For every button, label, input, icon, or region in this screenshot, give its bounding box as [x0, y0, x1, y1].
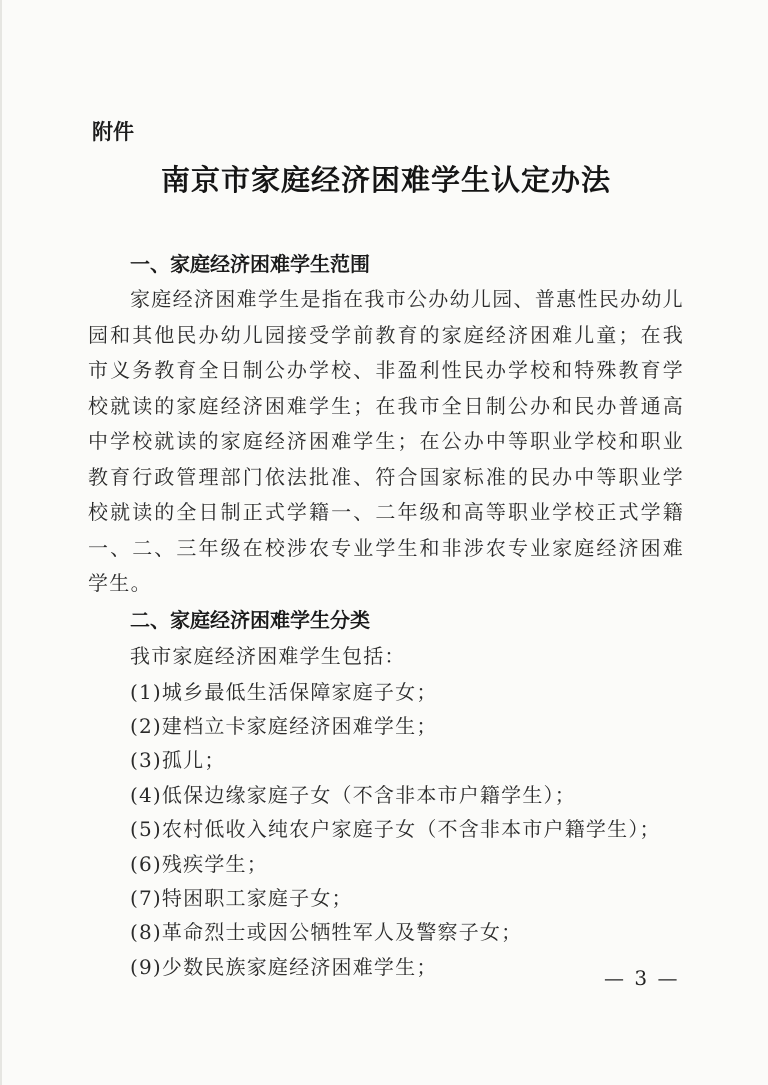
section-heading: 一、家庭经济困难学生范围 — [130, 252, 370, 276]
section-intro: 我市家庭经济困难学生包括： — [130, 643, 406, 668]
section-categories — [88, 602, 684, 985]
document-title: 南京市家庭经济困难学生认定办法 — [160, 163, 611, 197]
section-scope — [88, 246, 684, 602]
list-item: (7)特困职工家庭子女； — [130, 885, 353, 910]
list-item: (5)农村低收入纯农户家庭子女（不含非本市户籍学生）； — [130, 817, 661, 842]
list-item: (6)残疾学生； — [130, 851, 268, 876]
list-item: (8)革命烈士或因公牺牲军人及警察子女； — [130, 920, 523, 945]
category-list — [88, 675, 684, 985]
page-number: — 3 — — [604, 966, 680, 990]
section-heading: 二、家庭经济困难学生分类 — [130, 607, 370, 632]
list-item: (9)少数民族家庭经济困难学生； — [130, 954, 438, 979]
list-item: (4)低保边缘家庭子女（不含非本市户籍学生）； — [130, 782, 576, 807]
list-item: (1)城乡最低生活保障家庭子女； — [130, 679, 438, 704]
attachment-label: 附件 — [92, 120, 134, 144]
list-item: (2)建档立卡家庭经济困难学生； — [130, 713, 438, 738]
list-item: (3)孤儿； — [130, 748, 226, 773]
document-body — [88, 246, 684, 984]
section-paragraph: 家庭经济困难学生是指在我市公办幼儿园、普惠性民办幼儿园和其他民办幼儿园接受学前教育的家庭经济困难儿童；在我市义务教育全日制公办学校、非盈利性民办学校和特殊教育学校就读的家庭经济困难学生；在我市全日制公办和民办普通高中学校就读的家庭经济困难学生；在公办中等职业学校和职业教育行政管理部门依法批准、符合国家标准的民办中等职业学校就读的全日制正式学籍一、二年级和高等职业学校正式学籍一、二、三年级在校涉农专业学生和非涉农专业家庭经济困难学生。 — [88, 287, 684, 595]
